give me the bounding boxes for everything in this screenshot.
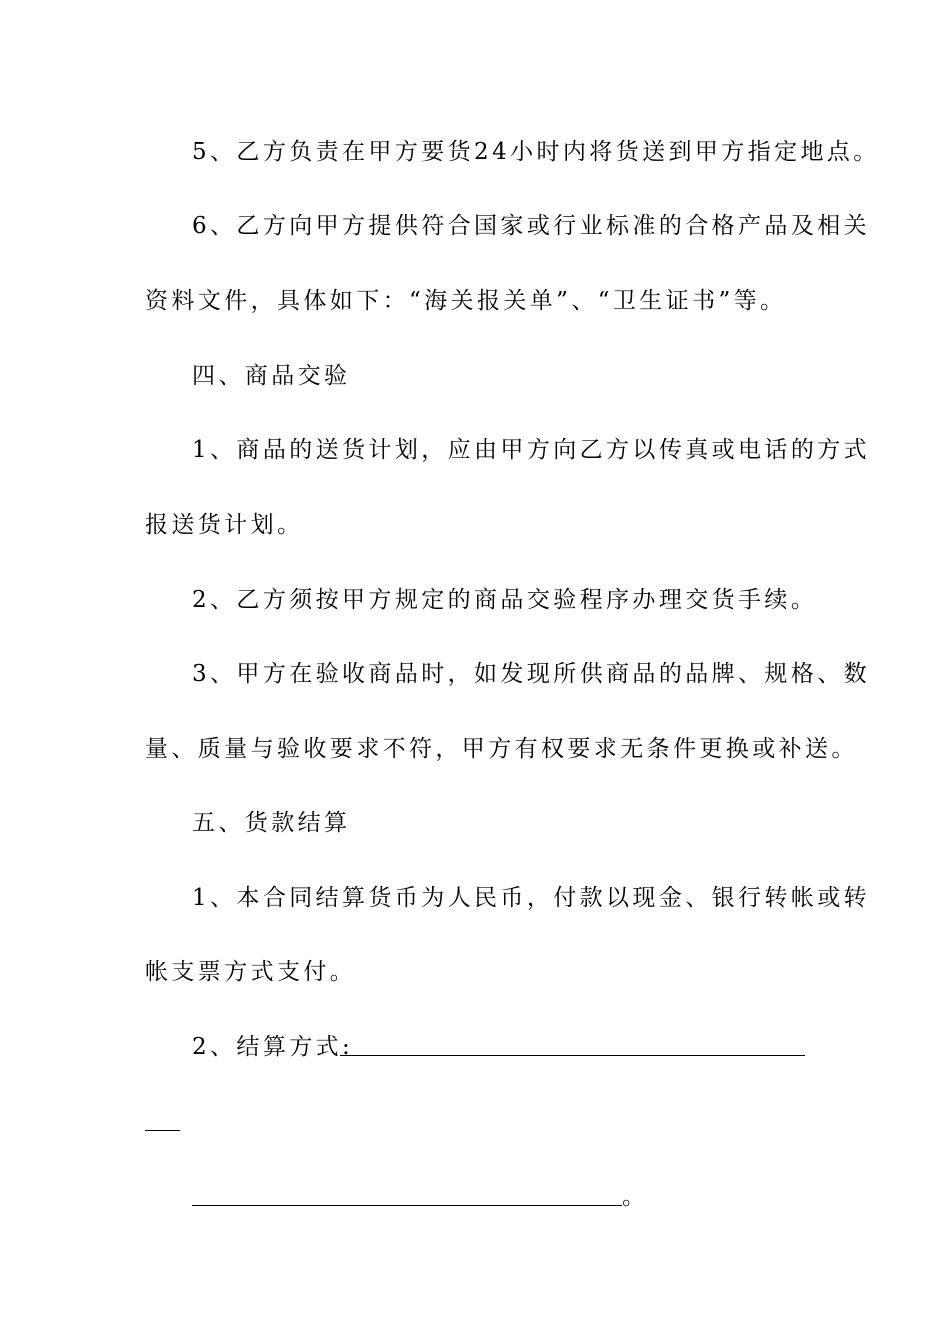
section-heading-inspection: 四、商品交验 — [192, 363, 351, 389]
clause-5-delivery: 5、乙方负责在甲方要货24小时内将货送到甲方指定地点。 — [192, 139, 880, 165]
inspection-clause-1-continuation: 报送货计划。 — [145, 512, 304, 538]
settlement-method-blank-3 — [192, 1205, 622, 1206]
settlement-clause-1-continuation: 帐支票方式支付。 — [145, 959, 357, 985]
inspection-clause-1: 1、商品的送货计划，应由甲方向乙方以传真或电话的方式 — [192, 437, 871, 463]
settlement-method-blank-1 — [340, 1055, 805, 1056]
settlement-clause-2-label: 2、结算方式: — [192, 1034, 354, 1060]
clause-6-continuation: 资料文件，具体如下：“海关报关单”、“卫生证书”等。 — [145, 288, 787, 314]
inspection-clause-3: 3、甲方在验收商品时，如发现所供商品的品牌、规格、数 — [192, 661, 871, 687]
final-period: 。 — [622, 1184, 645, 1210]
inspection-clause-2: 2、乙方须按甲方规定的商品交验程序办理交货手续。 — [192, 587, 818, 613]
settlement-method-blank-2 — [145, 1130, 180, 1131]
clause-6-products: 6、乙方向甲方提供符合国家或行业标准的合格产品及相关 — [192, 213, 871, 239]
inspection-clause-3-continuation: 量、质量与验收要求不符，甲方有权要求无条件更换或补送。 — [145, 736, 858, 762]
section-heading-settlement: 五、货款结算 — [192, 810, 351, 836]
settlement-clause-1: 1、本合同结算货币为人民币，付款以现金、银行转帐或转 — [192, 885, 871, 911]
